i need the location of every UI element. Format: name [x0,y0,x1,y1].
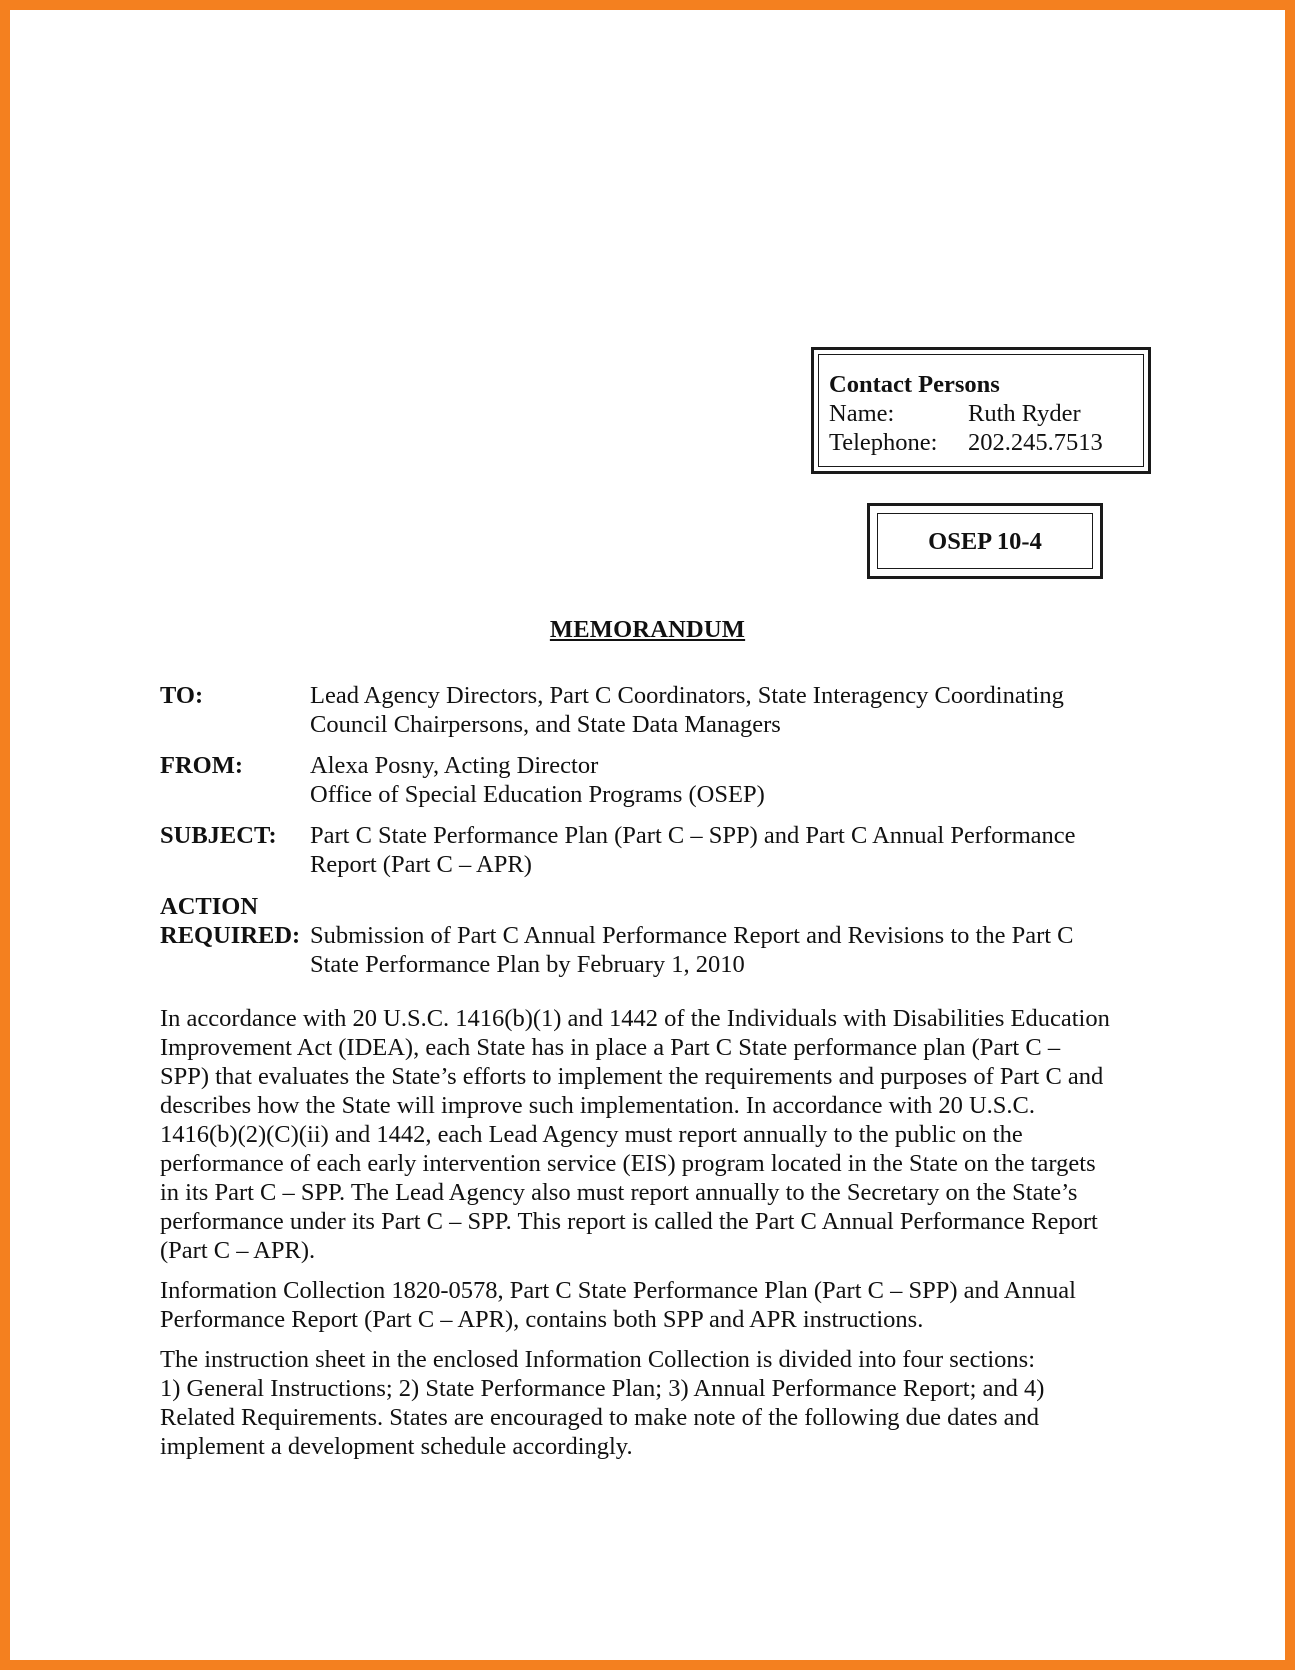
to-line: Lead Agency Directors, Part C Coordinators, State Interagency Coordinating [310,682,1064,709]
paragraph-line: implement a development schedule accordingly. [160,1433,633,1460]
paragraph-information-collection [160,1276,1150,1334]
memo-title: MEMORANDUM [549,616,746,643]
contact-phone-label: Telephone: [829,429,938,456]
contact-box [811,347,1151,474]
paragraph-line: The instruction sheet in the enclosed Information Collection is divided into four sections: [160,1346,1036,1373]
paragraph-line: SPP) that evaluates the State’s efforts to implement the requirements and purposes of Part C and [160,1063,1104,1090]
paragraph-line: 1) General Instructions; 2) State Performance Plan; 3) Annual Performance Report; and 4) [160,1375,1045,1402]
paragraph-line: Information Collection 1820-0578, Part C State Performance Plan (Part C – SPP) and Annual [160,1277,1076,1304]
action-line: Submission of Part C Annual Performance Report and Revisions to the Part C [310,922,1074,949]
to-value [310,681,1110,739]
paragraph-line: describes how the State will improve such implementation. In accordance with 20 U.S.C. [160,1092,1035,1119]
from-line: Office of Special Education Programs (OSEP) [310,781,765,808]
to-line: Council Chairpersons, and State Data Managers [310,711,781,738]
subject-label: SUBJECT: [160,822,277,849]
paragraph-line: in its Part C – SPP. The Lead Agency also must report annually to the Secretary on the State’s [160,1179,1078,1206]
paragraph-idea-requirements [160,1004,1150,1265]
paragraph-line: 1416(b)(2)(C)(ii) and 1442, each Lead Agency must report annually to the public on the [160,1121,1023,1148]
subject-value [310,821,1110,879]
paragraph-line: performance under its Part C – SPP. This report is called the Part C Annual Performance Report [160,1208,1098,1235]
contact-phone-row [829,428,1149,457]
from-value [310,751,1110,809]
action-label-line1: ACTION [160,893,259,920]
action-value [310,921,1110,979]
from-line: Alexa Posny, Acting Director [310,752,599,779]
paragraph-line: performance of each early intervention service (EIS) program located in the State on the targets [160,1150,1096,1177]
contact-title: Contact Persons [829,371,1000,398]
action-line: State Performance Plan by February 1, 2010 [310,951,745,978]
paragraph-line: Performance Report (Part C – APR), contains both SPP and APR instructions. [160,1306,924,1333]
contact-name-label: Name: [829,400,895,427]
paragraph-line: Improvement Act (IDEA), each State has in place a Part C State performance plan (Part C – [160,1034,1061,1061]
contact-text [829,370,1149,457]
to-label: TO: [160,682,204,709]
action-label-line2: REQUIRED: [160,922,301,949]
subject-line: Report (Part C – APR) [310,851,532,878]
from-label: FROM: [160,752,243,779]
contact-name-row [829,399,1149,428]
osep-code: OSEP 10-4 [877,513,1093,569]
contact-phone-value: 202.245.7513 [968,429,1103,456]
paragraph-instruction-sheet [160,1345,1150,1461]
paragraph-line: Related Requirements. States are encouraged to make note of the following due dates and [160,1404,1039,1431]
osep-code-box [867,503,1103,579]
paragraph-line: (Part C – APR). [160,1237,316,1264]
paragraph-line: In accordance with 20 U.S.C. 1416(b)(1) and 1442 of the Individuals with Disabilities Education [160,1005,1110,1032]
contact-name-value: Ruth Ryder [968,400,1081,427]
subject-line: Part C State Performance Plan (Part C – SPP) and Part C Annual Performance [310,822,1076,849]
